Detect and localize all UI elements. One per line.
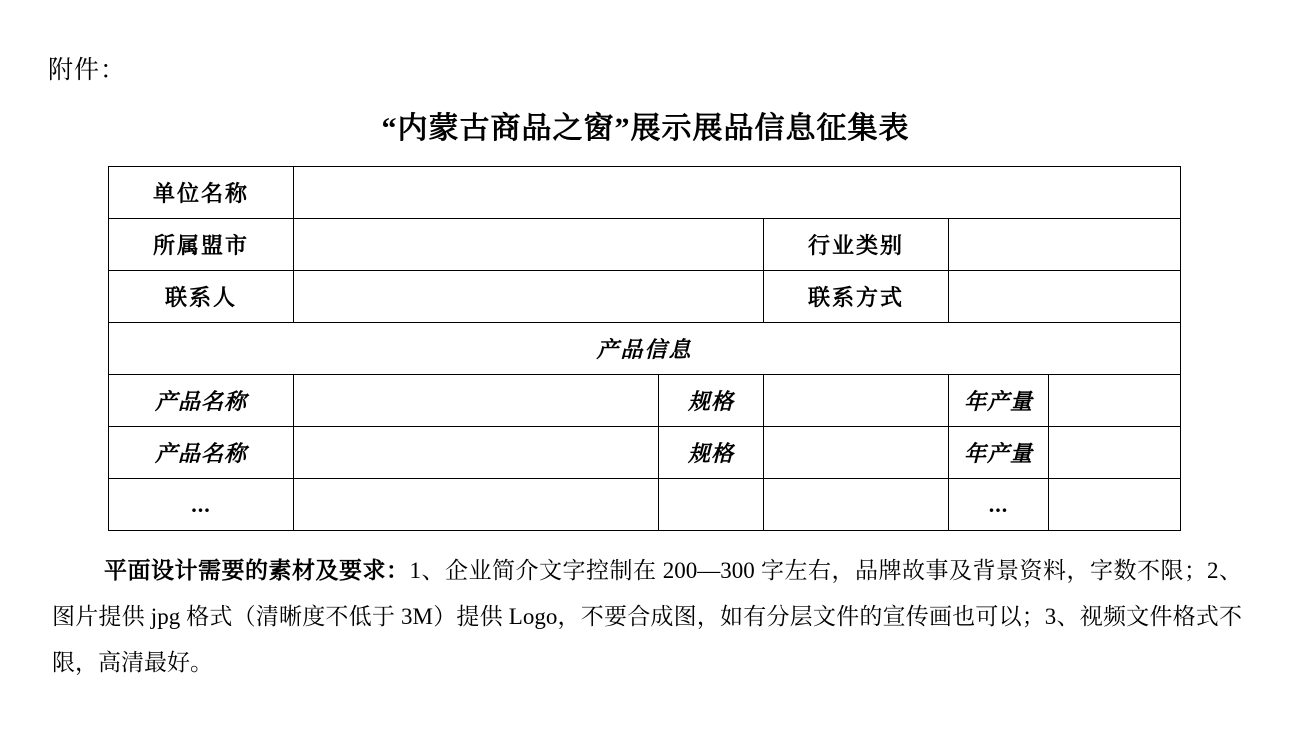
page-title: “内蒙古商品之窗”展示展品信息征集表 bbox=[381, 112, 910, 145]
value-annual-output-1[interactable] bbox=[1049, 375, 1181, 427]
table-row bbox=[109, 271, 1181, 323]
table-row bbox=[109, 167, 1181, 219]
label-annual-output-2: 年产量 bbox=[949, 427, 1049, 479]
label-annual-output-1: 年产量 bbox=[949, 375, 1049, 427]
label-contact-person: 联系人 bbox=[109, 271, 294, 323]
label-product-name-2: 产品名称 bbox=[109, 427, 294, 479]
section-header-product-info: 产品信息 bbox=[109, 323, 1181, 375]
label-industry-category: 行业类别 bbox=[764, 219, 949, 271]
value-contact-method[interactable] bbox=[949, 271, 1181, 323]
label-league-city: 所属盟市 bbox=[109, 219, 294, 271]
value-product-name-2[interactable] bbox=[294, 427, 659, 479]
attachment-label: 附件： bbox=[48, 57, 127, 84]
requirements-note bbox=[52, 548, 1242, 686]
table-row bbox=[109, 219, 1181, 271]
value-unit-name[interactable] bbox=[294, 167, 1181, 219]
table-row bbox=[109, 427, 1181, 479]
label-unit-name: 单位名称 bbox=[109, 167, 294, 219]
value-spec-more[interactable] bbox=[764, 479, 949, 531]
value-spec-2[interactable] bbox=[764, 427, 949, 479]
requirements-note-lead: 平面设计需要的素材及要求： bbox=[104, 558, 410, 583]
label-annual-output-more: ... bbox=[949, 479, 1049, 531]
label-spec-more[interactable] bbox=[659, 479, 764, 531]
label-contact-method: 联系方式 bbox=[764, 271, 949, 323]
table-row bbox=[109, 323, 1181, 375]
value-spec-1[interactable] bbox=[764, 375, 949, 427]
table-row bbox=[109, 375, 1181, 427]
label-spec-1: 规格 bbox=[659, 375, 764, 427]
value-product-name-1[interactable] bbox=[294, 375, 659, 427]
label-product-name-more: ... bbox=[109, 479, 294, 531]
label-product-name-1: 产品名称 bbox=[109, 375, 294, 427]
value-annual-output-2[interactable] bbox=[1049, 427, 1181, 479]
value-annual-output-more[interactable] bbox=[1049, 479, 1181, 531]
table-row bbox=[109, 479, 1181, 531]
label-spec-2: 规格 bbox=[659, 427, 764, 479]
exhibit-info-table bbox=[108, 166, 1181, 531]
value-contact-person[interactable] bbox=[294, 271, 764, 323]
value-industry-category[interactable] bbox=[949, 219, 1181, 271]
value-product-name-more[interactable] bbox=[294, 479, 659, 531]
value-league-city[interactable] bbox=[294, 219, 764, 271]
requirements-note-body: 1、企业简介文字控制在 200—300 字左右，品牌故事及背景资料，字数不限；2、图片提供 jpg 格式（清晰度不低于 3M）提供 Logo，不要合成图，如有分层文件的宣传画也可以；3、视频文件格式不限，高清最好。 bbox=[52, 558, 1242, 675]
